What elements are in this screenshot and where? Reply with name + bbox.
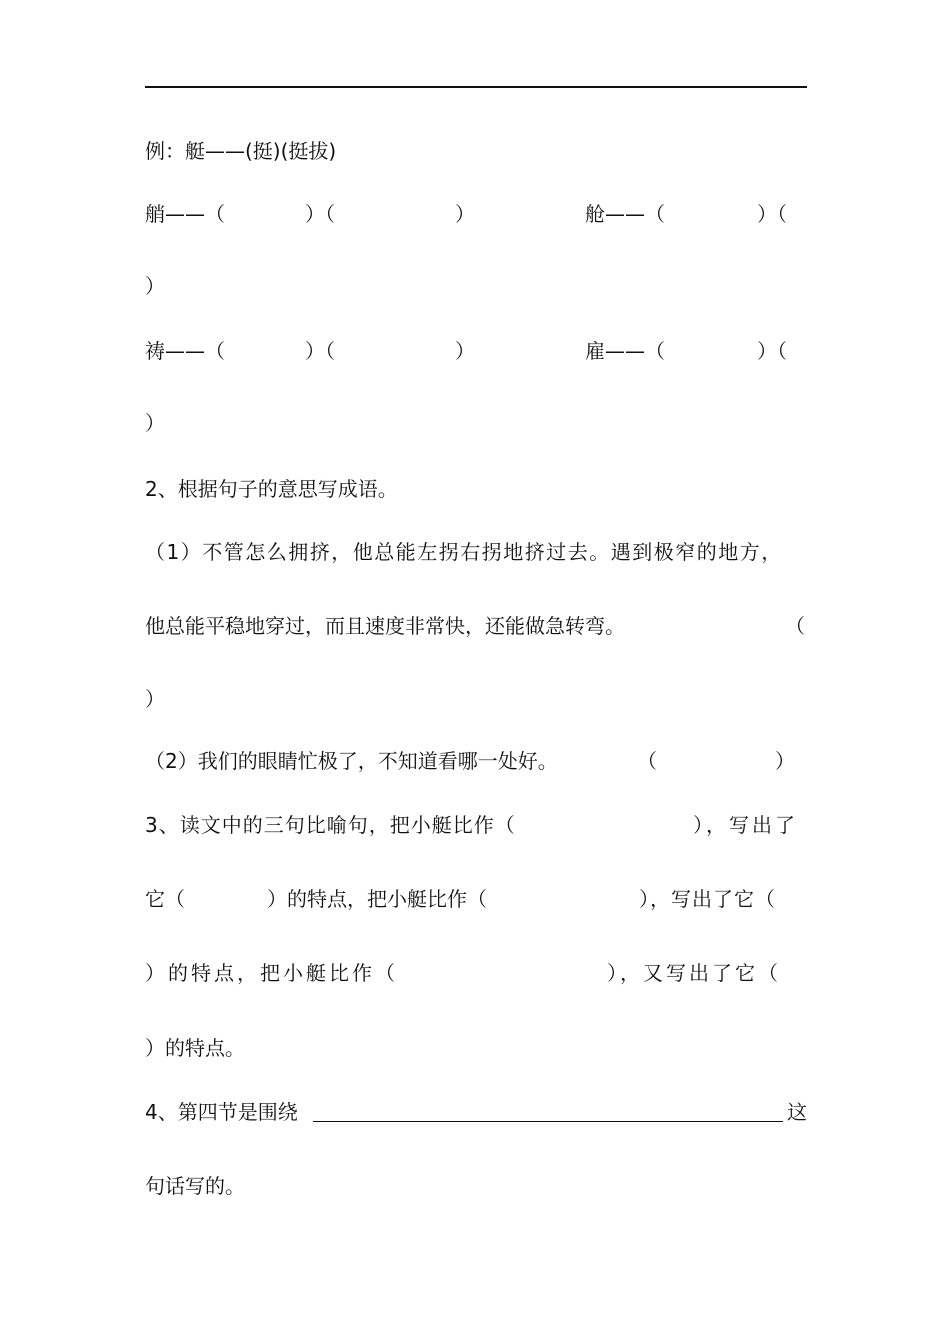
q1-row2-close2: ） <box>455 339 475 363</box>
q1-row2-close: ）（ <box>305 339 335 363</box>
q1-row-1 <box>145 199 807 229</box>
q3-line2-b: ）的特点，把小艇比作（ <box>267 887 487 911</box>
q3-line4: ）的特点。 <box>145 1036 245 1060</box>
q3-line1-b: ），写出了 <box>693 813 798 837</box>
header-rule <box>145 86 807 88</box>
q2-s2-open: （ <box>637 749 657 773</box>
q1-row1-wrap: ） <box>145 274 165 298</box>
q1-row2-right-close: ）（ <box>757 339 787 363</box>
q2-s1-text-1: （1）不管怎么拥挤，他总能左拐右拐地挤过去。遇到极窄的地方， <box>145 540 783 564</box>
q2-s1-text-2: 他总能平稳地穿过，而且速度非常快，还能做急转弯。 <box>145 614 625 638</box>
q1-row-2-wrap <box>145 408 807 438</box>
q1-row2-left: 祷——（ <box>145 339 225 363</box>
q4-answer-blank[interactable] <box>313 1121 783 1122</box>
q3-line3-b: ），又写出了它（ <box>607 961 781 985</box>
q4-line1-a: 4、第四节是围绕 <box>145 1100 298 1124</box>
q2-s1-open: （ <box>785 614 805 638</box>
q1-row-2 <box>145 336 807 366</box>
q1-row2-right: 雇——（ <box>585 339 665 363</box>
q1-row1-right-close: ）（ <box>757 202 787 226</box>
q2-s2-line <box>145 746 807 776</box>
q2-s1-line-2 <box>145 611 807 641</box>
q3-line1-a: 3、读文中的三句比喻句，把小艇比作（ <box>145 813 516 837</box>
q1-row1-close: ）（ <box>305 202 335 226</box>
q1-row1-close2: ） <box>455 202 475 226</box>
example-text: 例：艇——(挺)(挺拔) <box>145 139 337 163</box>
q3-line-3 <box>145 958 807 988</box>
q3-line-1 <box>145 810 807 840</box>
q3-line2-a: 它（ <box>145 887 185 911</box>
q1-row2-wrap: ） <box>145 411 165 435</box>
q4-line-1 <box>145 1097 807 1127</box>
q2-title-line <box>145 474 807 504</box>
q4-line1-b: 这 <box>787 1100 807 1124</box>
q1-row1-right: 舱——（ <box>585 202 665 226</box>
q2-s2-text: （2）我们的眼睛忙极了，不知道看哪一处好。 <box>145 749 558 773</box>
q2-s2-close: ） <box>775 749 795 773</box>
q2-s1-line-1 <box>145 537 807 567</box>
example-line <box>145 136 807 166</box>
q3-line2-c: ），写出了它（ <box>639 887 776 911</box>
q3-line-4 <box>145 1033 807 1063</box>
q2-s1-line-3 <box>145 684 807 714</box>
q3-line3-a: ）的特点，把小艇比作（ <box>145 961 398 985</box>
q2-s1-close: ） <box>145 687 165 711</box>
q2-title: 2、根据句子的意思写成语。 <box>145 477 398 501</box>
q1-row-1-wrap <box>145 271 807 301</box>
q1-row1-left: 艄——（ <box>145 202 225 226</box>
q3-line-2 <box>145 884 807 914</box>
q4-line2: 句话写的。 <box>145 1174 245 1198</box>
q4-line-2 <box>145 1171 807 1201</box>
